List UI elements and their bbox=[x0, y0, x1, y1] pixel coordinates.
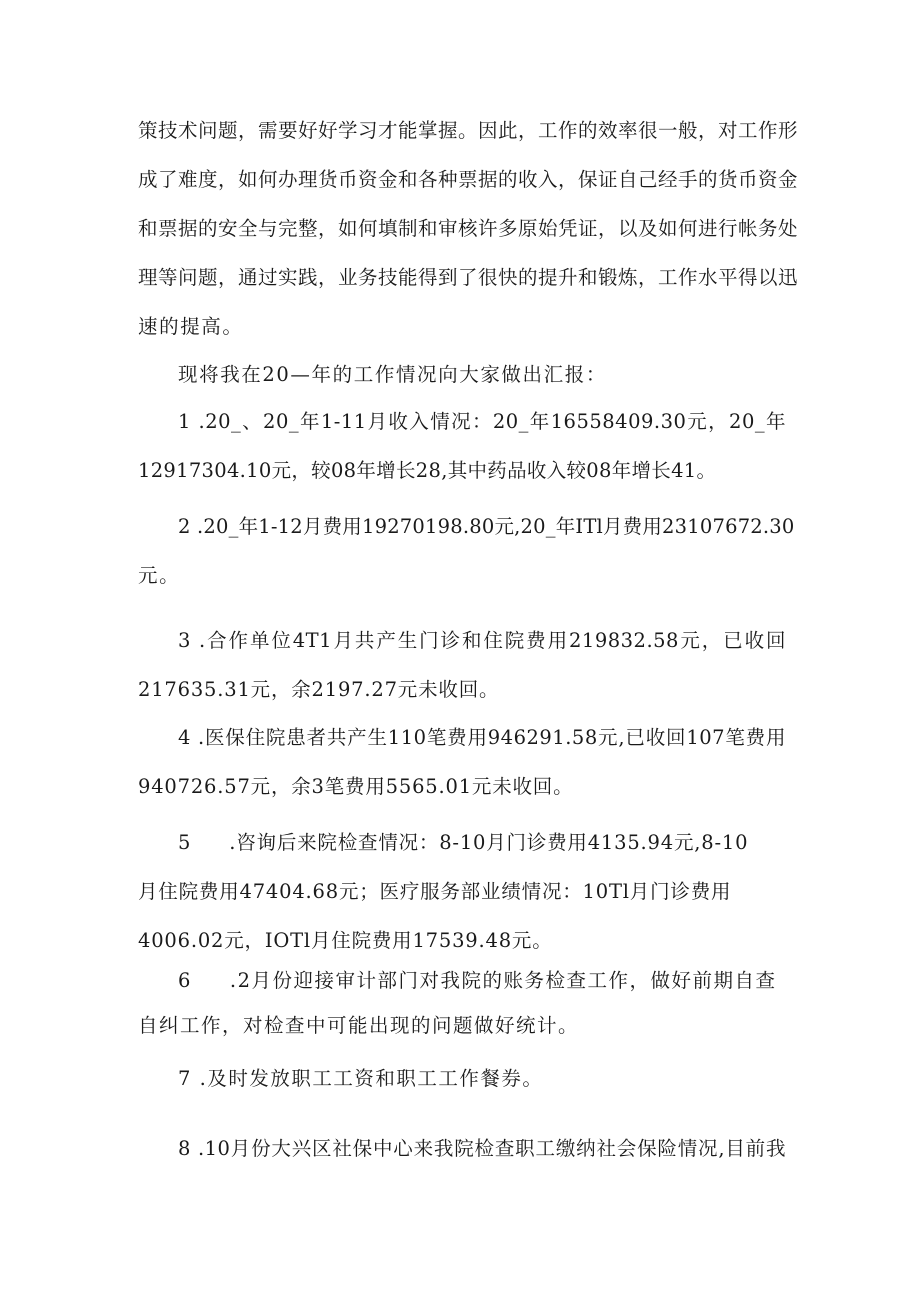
paragraph-line: 成了难度，如何办理货币资金和各种票据的收入，保证自己经手的货币资金 bbox=[138, 168, 799, 191]
list-item-line bbox=[178, 968, 777, 994]
list-item-line bbox=[178, 1066, 543, 1092]
item-text: .及时发放职工工资和职工工作餐券。 bbox=[199, 1067, 544, 1090]
list-item-line: 12917304.10元，较08年增长28,其中药品收入较08年增长41。 bbox=[138, 459, 717, 482]
item-number: 3 bbox=[178, 629, 191, 652]
item-text: .2月份迎接审计部门对我院的账务检查工作，做好前期自查 bbox=[229, 969, 777, 992]
item-number: 4 bbox=[178, 726, 191, 749]
list-item-line: 自纠工作，对检查中可能出现的问题做好统计。 bbox=[138, 1014, 580, 1037]
list-item-line: 元。 bbox=[138, 564, 181, 587]
item-text: .咨询后来院检查情况：8-10月门诊费用4135.94元,8-10 bbox=[229, 831, 749, 854]
item-text: .医保住院患者共产生110笔费用946291.58元,已收回107笔费用 bbox=[197, 726, 786, 749]
paragraph-line: 策技术问题，需要好好学习才能掌握。因此，工作的效率很一般，对工作形 bbox=[138, 119, 799, 142]
paragraph-line: 和票据的安全与完整，如何填制和审核许多原始凭证，以及如何进行帐务处 bbox=[138, 217, 799, 240]
item-number: 7 bbox=[178, 1067, 192, 1090]
list-item-line: 217635.31元，余2197.27元未收回。 bbox=[138, 678, 500, 701]
item-text: .20_年1-12月费用19270198.80元,20_年ITl月费用23107672.30 bbox=[197, 515, 795, 538]
list-item-line: 月住院费用47404.68元；医疗服务部业绩情况：10Tl月门诊费用 bbox=[138, 880, 732, 903]
paragraph-line: 现将我在20—年的工作情况向大家做出汇报： bbox=[178, 363, 607, 386]
item-number: 6 bbox=[178, 969, 192, 992]
list-item-line bbox=[178, 830, 748, 856]
list-item-line bbox=[178, 409, 786, 435]
item-number: 8 bbox=[178, 1137, 191, 1160]
paragraph-line: 理等问题，通过实践，业务技能得到了很快的提升和锻炼，工作水平得以迅 bbox=[138, 266, 799, 289]
list-item-line bbox=[178, 514, 795, 540]
item-text: .10月份大兴区社保中心来我院检查职工缴纳社会保险情况,目前我 bbox=[197, 1137, 786, 1160]
list-item-line bbox=[178, 725, 786, 751]
list-item-line: 940726.57元，余3笔费用5565.01元未收回。 bbox=[138, 775, 574, 798]
item-number: 5 bbox=[178, 831, 192, 854]
list-item-line bbox=[178, 628, 786, 654]
list-item-line bbox=[178, 1136, 786, 1162]
paragraph-line: 速的提高。 bbox=[138, 315, 244, 338]
item-text: .20_、20_年1-11月收入情况：20_年16558409.30元，20_年 bbox=[198, 410, 787, 433]
item-text: .合作单位4T1月共产生门诊和住院费用219832.58元，已收回 bbox=[199, 629, 786, 652]
list-item-line: 4006.02元，IOTl月住院费用17539.48元。 bbox=[138, 929, 553, 952]
item-number: 2 bbox=[178, 515, 191, 538]
item-number: 1 bbox=[178, 410, 191, 433]
